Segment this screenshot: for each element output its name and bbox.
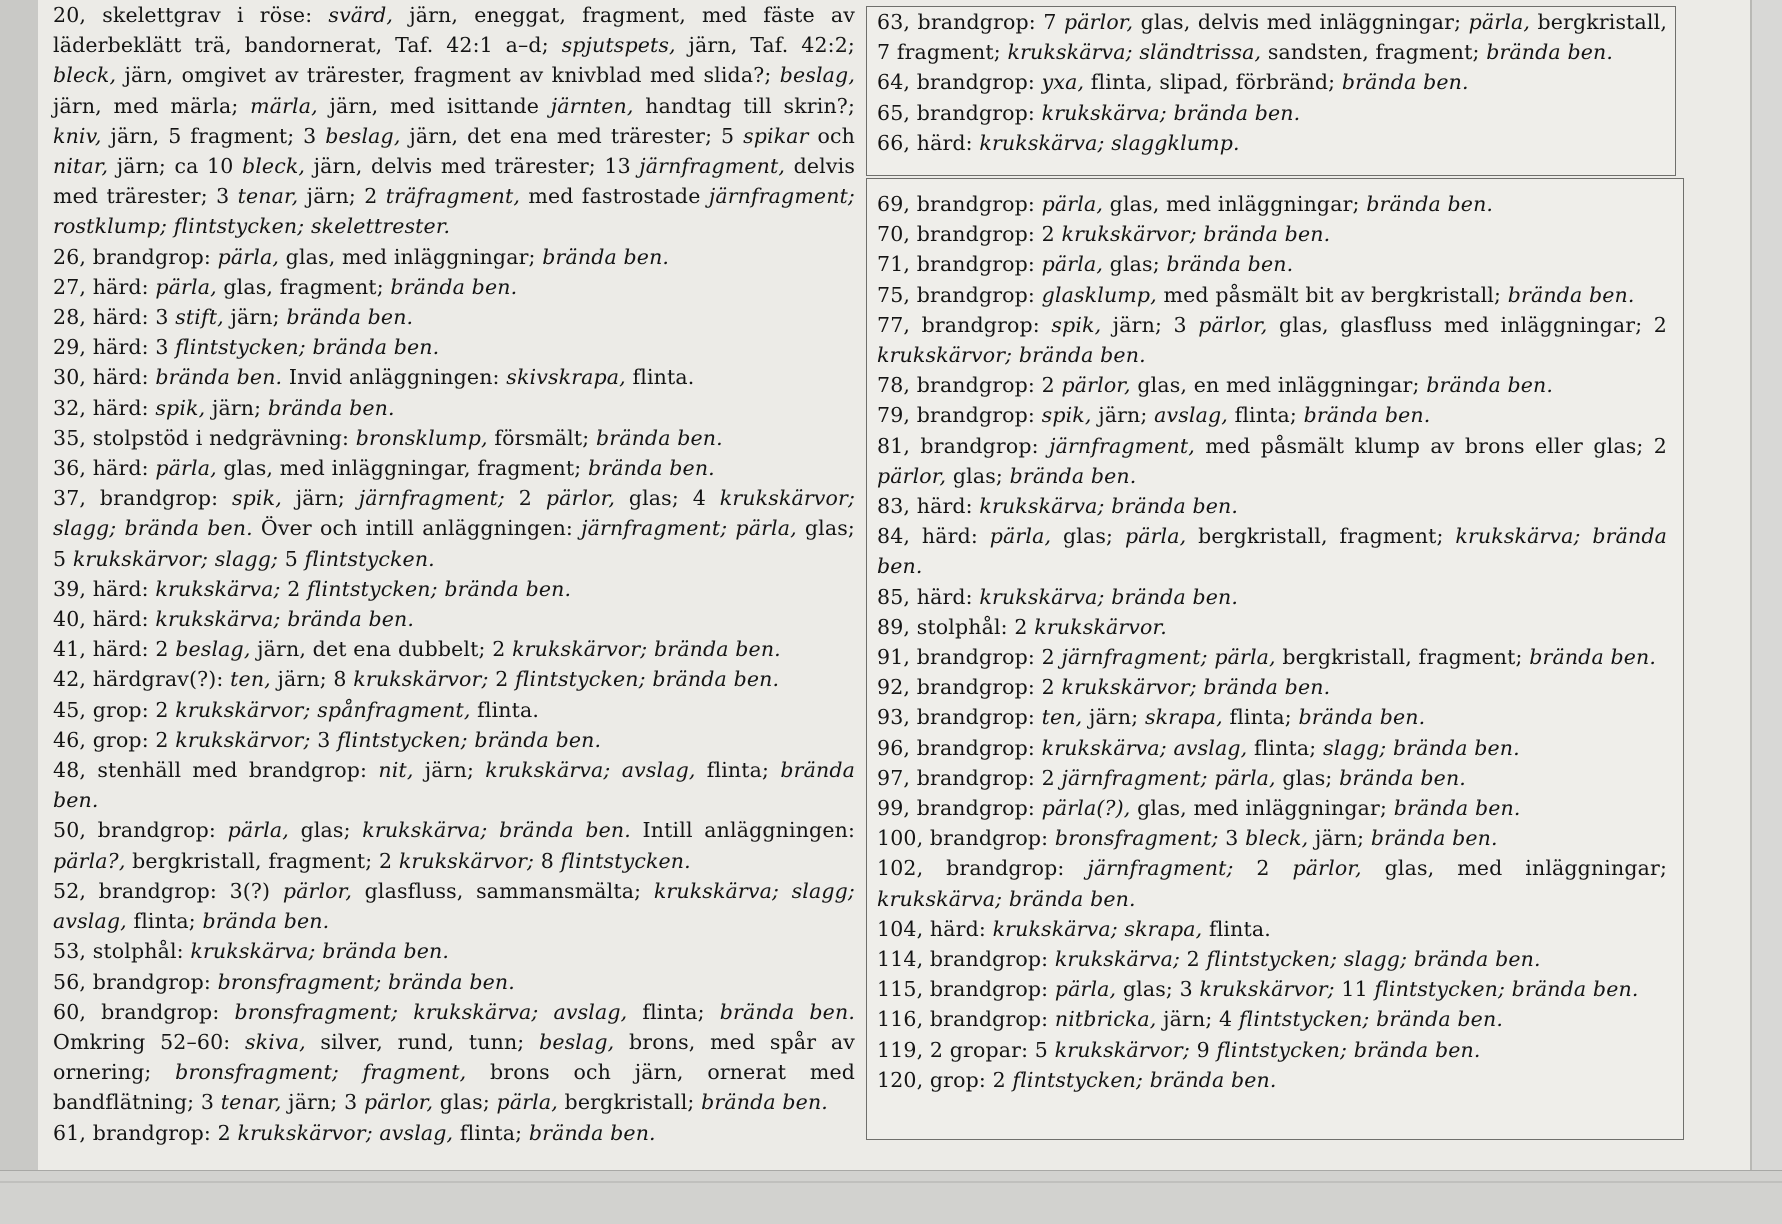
catalog-entry: 41, härd: 2 beslag, järn, det ena dubbelt; 2 krukskärvor; brända ben. (53, 637, 781, 662)
catalog-entry: 99, brandgrop: pärla(?), glas, med inläggningar; brända ben. (877, 796, 1521, 821)
catalog-entry: 92, brandgrop: 2 krukskärvor; brända ben. (877, 675, 1331, 700)
right-upper-column (877, 7, 1667, 158)
catalog-entry: 60, brandgrop: bronsfragment; krukskärva; avslag, flinta; brända ben. Omkring 52–60: skiva, silver, rund, tunn; beslag, brons, med spår av ornering; bronsfragment; fragment, brons och järn, ornerat med bandflätning; 3 tenar, järn; 3 pärlor, glas; pärla, bergkristall; brända ben. (53, 999, 856, 1115)
catalog-entry: 32, härd: spik, järn; brända ben. (53, 395, 395, 420)
catalog-entry: 79, brandgrop: spik, järn; avslag, flinta; brända ben. (877, 403, 1431, 428)
catalog-entry: 28, härd: 3 stift, järn; brända ben. (53, 305, 414, 330)
catalog-entry: 93, brandgrop: ten, järn; skrapa, flinta; brända ben. (877, 705, 1426, 730)
right-lower-column (877, 189, 1667, 1095)
catalog-entry: 69, brandgrop: pärla, glas, med inläggningar; brända ben. (877, 192, 1494, 216)
catalog-entry: 97, brandgrop: 2 järnfragment; pärla, glas; brända ben. (877, 765, 1466, 790)
catalog-entry: 50, brandgrop: pärla, glas; krukskärva; brända ben. Intill anläggningen: pärla?, bergkristall, fragment; 2 krukskärvor; 8 flintstycken. (53, 818, 856, 873)
catalog-entry: 119, 2 gropar: 5 krukskärvor; 9 flintstycken; brända ben. (877, 1037, 1481, 1062)
catalog-entry: 115, brandgrop: pärla, glas; 3 krukskärvor; 11 flintstycken; brända ben. (877, 977, 1639, 1002)
catalog-entry: 48, stenhäll med brandgrop: nit, järn; krukskärva; avslag, flinta; brända ben. (53, 758, 855, 813)
catalog-entry: 36, härd: pärla, glas, med inläggningar, fragment; brända ben. (53, 456, 715, 481)
catalog-entry: 96, brandgrop: krukskärva; avslag, flinta; slagg; brända ben. (877, 735, 1520, 760)
pasted-box-upper (866, 6, 1676, 176)
catalog-entry: 70, brandgrop: 2 krukskärvor; brända ben. (877, 222, 1331, 247)
catalog-entry: 91, brandgrop: 2 järnfragment; pärla, bergkristall, fragment; brända ben. (877, 645, 1657, 670)
catalog-entry: 85, härd: krukskärva; brända ben. (877, 584, 1239, 609)
catalog-entry: 120, grop: 2 flintstycken; brända ben. (877, 1067, 1277, 1092)
left-column (53, 0, 855, 1148)
catalog-entry: 71, brandgrop: pärla, glas; brända ben. (877, 252, 1294, 277)
catalog-entry: 104, härd: krukskärva; skrapa, flinta. (877, 916, 1271, 941)
catalog-entry: 75, brandgrop: glasklump, med påsmält bit av bergkristall; brända ben. (877, 282, 1635, 307)
catalog-entry: 63, brandgrop: 7 pärlor, glas, delvis med inläggningar; pärla, bergkristall, 7 fragment; krukskärva; sländtrissa, sandsten, fragment; brända ben. (877, 10, 1667, 65)
catalog-entry: 30, härd: brända ben. Invid anläggningen: skivskrapa, flinta. (53, 365, 695, 390)
catalog-entry: 26, brandgrop: pärla, glas, med inläggningar; brända ben. (53, 244, 670, 269)
catalog-entry: 89, stolphål: 2 krukskärvor. (877, 614, 1167, 639)
catalog-entry: 39, härd: krukskärva; 2 flintstycken; brända ben. (53, 576, 572, 601)
catalog-entry: 29, härd: 3 flintstycken; brända ben. (53, 335, 440, 360)
catalog-entry: 61, brandgrop: 2 krukskärvor; avslag, flinta; brända ben. (53, 1120, 656, 1145)
catalog-entry: 20, skelettgrav i röse: svärd, järn, eneggat, fragment, med fäste av läderbeklätt trä, bandornerat, Taf. 42:1 a–d; spjutspets, järn, Taf. 42:2; bleck, järn, omgivet av trärester, fragment av knivblad med slida?; beslag, järn, med märla; märla, järn, med isittande järnten, handtag till skrin?; kniv, järn, 5 fragment; 3 beslag, järn, det ena med trärester; 5 spikar och nitar, järn; ca 10 bleck, järn, delvis med trärester; 13 järnfragment, delvis med trärester; 3 tenar, järn; 2 träfragment, med fastrostade järnfragment; rostklump; flintstycken; skelettrester. (53, 3, 856, 239)
catalog-entry: 42, härdgrav(?): ten, järn; 8 krukskärvor; 2 flintstycken; brända ben. (53, 667, 780, 692)
catalog-entry: 64, brandgrop: yxa, flinta, slipad, förbränd; brända ben. (877, 70, 1469, 95)
catalog-entry: 35, stolpstöd i nedgrävning: bronsklump, försmält; brända ben. (53, 425, 723, 450)
catalog-entry: 100, brandgrop: bronsfragment; 3 bleck, järn; brända ben. (877, 826, 1498, 851)
catalog-entry: 66, härd: krukskärva; slaggklump. (877, 130, 1240, 155)
catalog-entry: 52, brandgrop: 3(?) pärlor, glasfluss, sammansmälta; krukskärva; slagg; avslag, flinta; brända ben. (53, 878, 855, 934)
scan-bottom-margin (0, 1170, 1782, 1224)
catalog-entry: 40, härd: krukskärva; brända ben. (53, 607, 415, 632)
pasted-box-lower (866, 178, 1684, 1140)
catalog-entry: 46, grop: 2 krukskärvor; 3 flintstycken; brända ben. (53, 727, 602, 752)
catalog-entry: 37, brandgrop: spik, järn; järnfragment; 2 pärlor, glas; 4 krukskärvor; slagg; brända ben. Över och intill anläggningen: järnfragment; pärla, glas; 5 krukskärvor; slagg; 5 flintstycken. (53, 486, 856, 571)
catalog-entry: 81, brandgrop: järnfragment, med påsmält klump av brons eller glas; 2 pärlor, glas; brända ben. (877, 433, 1667, 488)
catalog-entry: 78, brandgrop: 2 pärlor, glas, en med inläggningar; brända ben. (877, 373, 1554, 398)
catalog-entry: 102, brandgrop: järnfragment; 2 pärlor, glas, med inläggningar; krukskärva; brända ben. (877, 856, 1668, 911)
catalog-entry: 56, brandgrop: bronsfragment; brända ben. (53, 969, 515, 994)
catalog-entry: 83, härd: krukskärva; brända ben. (877, 494, 1239, 519)
scan-left-margin (0, 0, 39, 1223)
catalog-entry: 114, brandgrop: krukskärva; 2 flintstycken; slagg; brända ben. (877, 947, 1541, 972)
catalog-entry: 53, stolphål: krukskärva; brända ben. (53, 939, 450, 964)
catalog-entry: 45, grop: 2 krukskärvor; spånfragment, flinta. (53, 697, 540, 722)
catalog-entry: 77, brandgrop: spik, järn; 3 pärlor, glas, glasfluss med inläggningar; 2 krukskärvor; brända ben. (877, 312, 1668, 368)
catalog-entry: 65, brandgrop: krukskärva; brända ben. (877, 100, 1301, 125)
catalog-entry: 27, härd: pärla, glas, fragment; brända ben. (53, 274, 518, 299)
catalog-entry: 116, brandgrop: nitbricka, järn; 4 flintstycken; brända ben. (877, 1007, 1503, 1032)
catalog-entry: 84, härd: pärla, glas; pärla, bergkristall, fragment; krukskärva; brända ben. (877, 524, 1667, 579)
